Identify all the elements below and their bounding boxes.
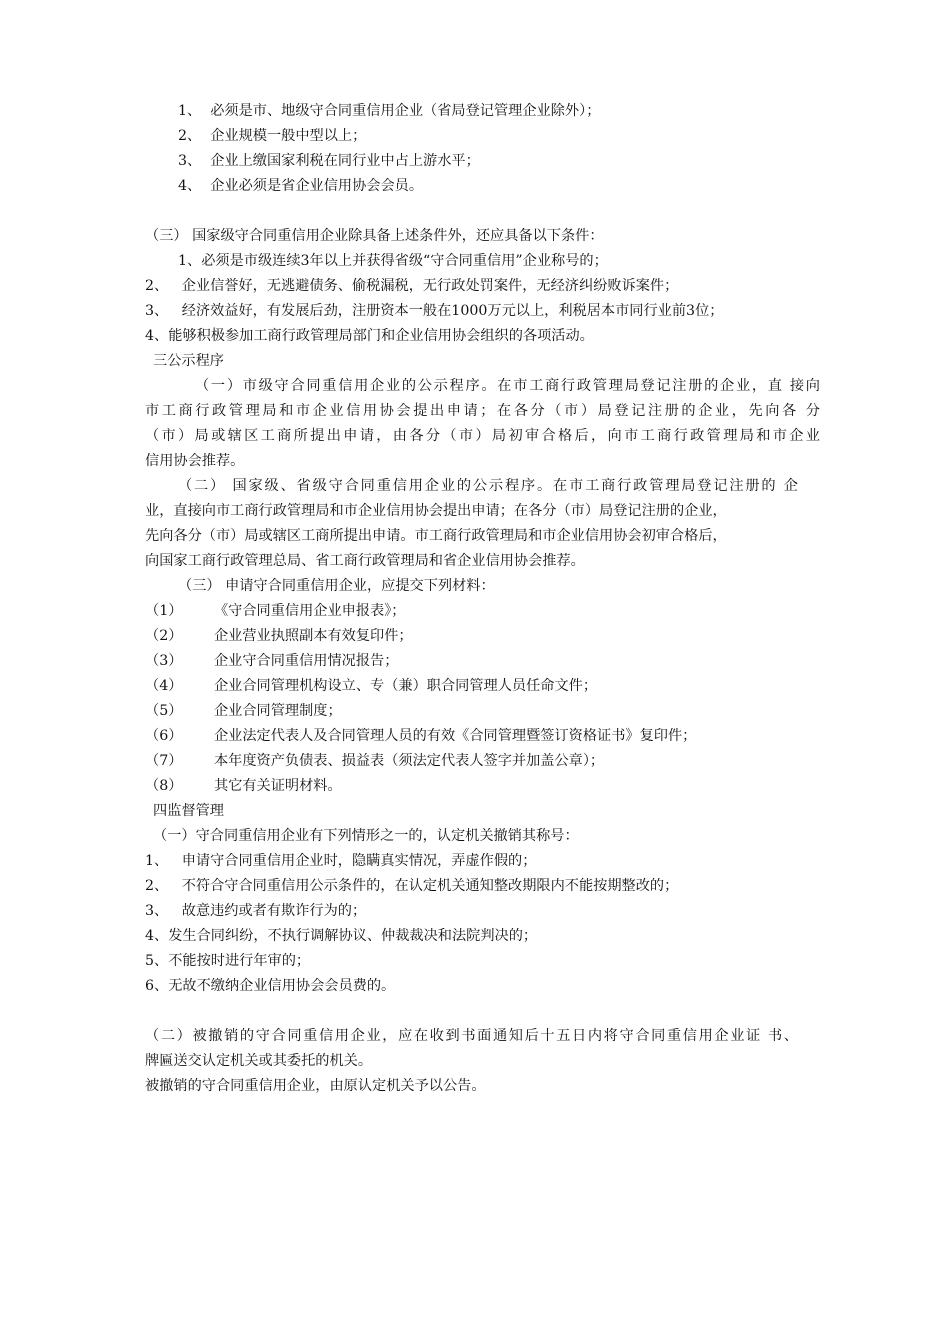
text-line: 3、 企业上缴国家利税在同行业中占上游水平； — [178, 153, 480, 169]
text-line: 向国家工商行政管理总局、省工商行政管理局和省企业信用协会推荐。 — [145, 553, 585, 569]
list-item: 2、 不符合守合同重信用公示条件的，在认定机关通知整改期限内不能按期整改的； — [145, 878, 679, 894]
text-line: 4、能够积极参加工商行政管理局部门和企业信用协会组织的各项活动。 — [145, 328, 594, 344]
text-line: 4、 企业必须是省企业信用协会会员。 — [178, 178, 424, 194]
list-item: （8） 其它有关证明材料。 — [145, 778, 342, 794]
text-line: （市）局或辖区工商所提出申请，由各分（市）局初审合格后，向市工商行政管理局和市企业 — [145, 428, 820, 444]
list-item: （2） 企业营业执照副本有效复印件； — [145, 628, 413, 644]
section-heading: 四监督管理 — [153, 803, 224, 819]
list-item: 6、无故不缴纳企业信用协会会员费的。 — [145, 978, 396, 994]
text-line: 市工商行政管理局和市企业信用协会提出申请；在各分（市）局登记注册的企业，先向各 分 — [145, 403, 820, 419]
list-item: （7） 本年度资产负债表、损益表（须法定代表人签字并加盖公章）； — [145, 753, 605, 769]
list-item: （3） 企业守合同重信用情况报告； — [145, 653, 399, 669]
text-line: 业，直接向市工商行政管理局和市企业信用协会提出申请；在各分（市）局登记注册的企业， — [145, 503, 727, 519]
text-line: 牌匾送交认定机关或其委托的机关。 — [145, 1053, 373, 1069]
list-item: 3、 故意违约或者有欺诈行为的； — [145, 903, 367, 919]
text-line: 1、 必须是市、地级守合同重信用企业（省局登记管理企业除外）； — [178, 103, 601, 119]
list-item: （4） 企业合同管理机构设立、专（兼）职合同管理人员任命文件； — [145, 678, 598, 694]
text-line: 1、必须是市级连续3年以上并获得省级“守合同重信用”企业称号的； — [178, 253, 608, 269]
text-line: （二） 国家级、省级守合同重信用企业的公示程序。在市工商行政管理局登记注册的 企 — [178, 478, 798, 494]
list-item: 5、不能按时进行年审的； — [145, 953, 311, 969]
text-line: （一）市级守合同重信用企业的公示程序。在市工商行政管理局登记注册的企业，直 接向 — [195, 378, 820, 394]
list-item: （6） 企业法定代表人及合同管理人员的有效《合同管理暨签订资格证书》复印件； — [145, 728, 697, 744]
text-line: （一）守合同重信用企业有下列情形之一的，认定机关撤销其称号： — [153, 828, 579, 844]
list-item: 4、发生合同纠纷，不执行调解协议、仲裁裁决和法院判决的； — [145, 928, 538, 944]
text-line: （二）被撤销的守合同重信用企业，应在收到书面通知后十五日内将守合同重信用企业证 书、 — [145, 1028, 798, 1044]
text-line: 3、 经济效益好，有发展后劲，注册资本一般在1000万元以上，利税居本市同行业前3位； — [145, 303, 724, 319]
text-line: 信用协会推荐。 — [145, 453, 245, 469]
section-heading: 三公示程序 — [153, 353, 224, 369]
list-item: （5） 企业合同管理制度； — [145, 703, 342, 719]
text-line: 先向各分（市）局或辖区工商所提出申请。市工商行政管理局和市企业信用协会初审合格后， — [145, 528, 727, 544]
list-item: （1） 《守合同重信用企业申报表》； — [145, 603, 406, 619]
text-line: 被撤销的守合同重信用企业，由原认定机关予以公告。 — [145, 1078, 486, 1094]
text-line: 2、 企业信誉好，无逃避债务、偷税漏税，无行政处罚案件，无经济纠纷败诉案件； — [145, 278, 679, 294]
list-item: 1、 申请守合同重信用企业时，隐瞒真实情况，弄虚作假的； — [145, 853, 537, 869]
text-line: （三） 申请守合同重信用企业，应提交下列材料： — [178, 578, 495, 594]
section-heading: （三） 国家级守合同重信用企业除具备上述条件外，还应具备以下条件： — [145, 228, 604, 244]
text-line: 2、 企业规模一般中型以上； — [178, 128, 367, 144]
